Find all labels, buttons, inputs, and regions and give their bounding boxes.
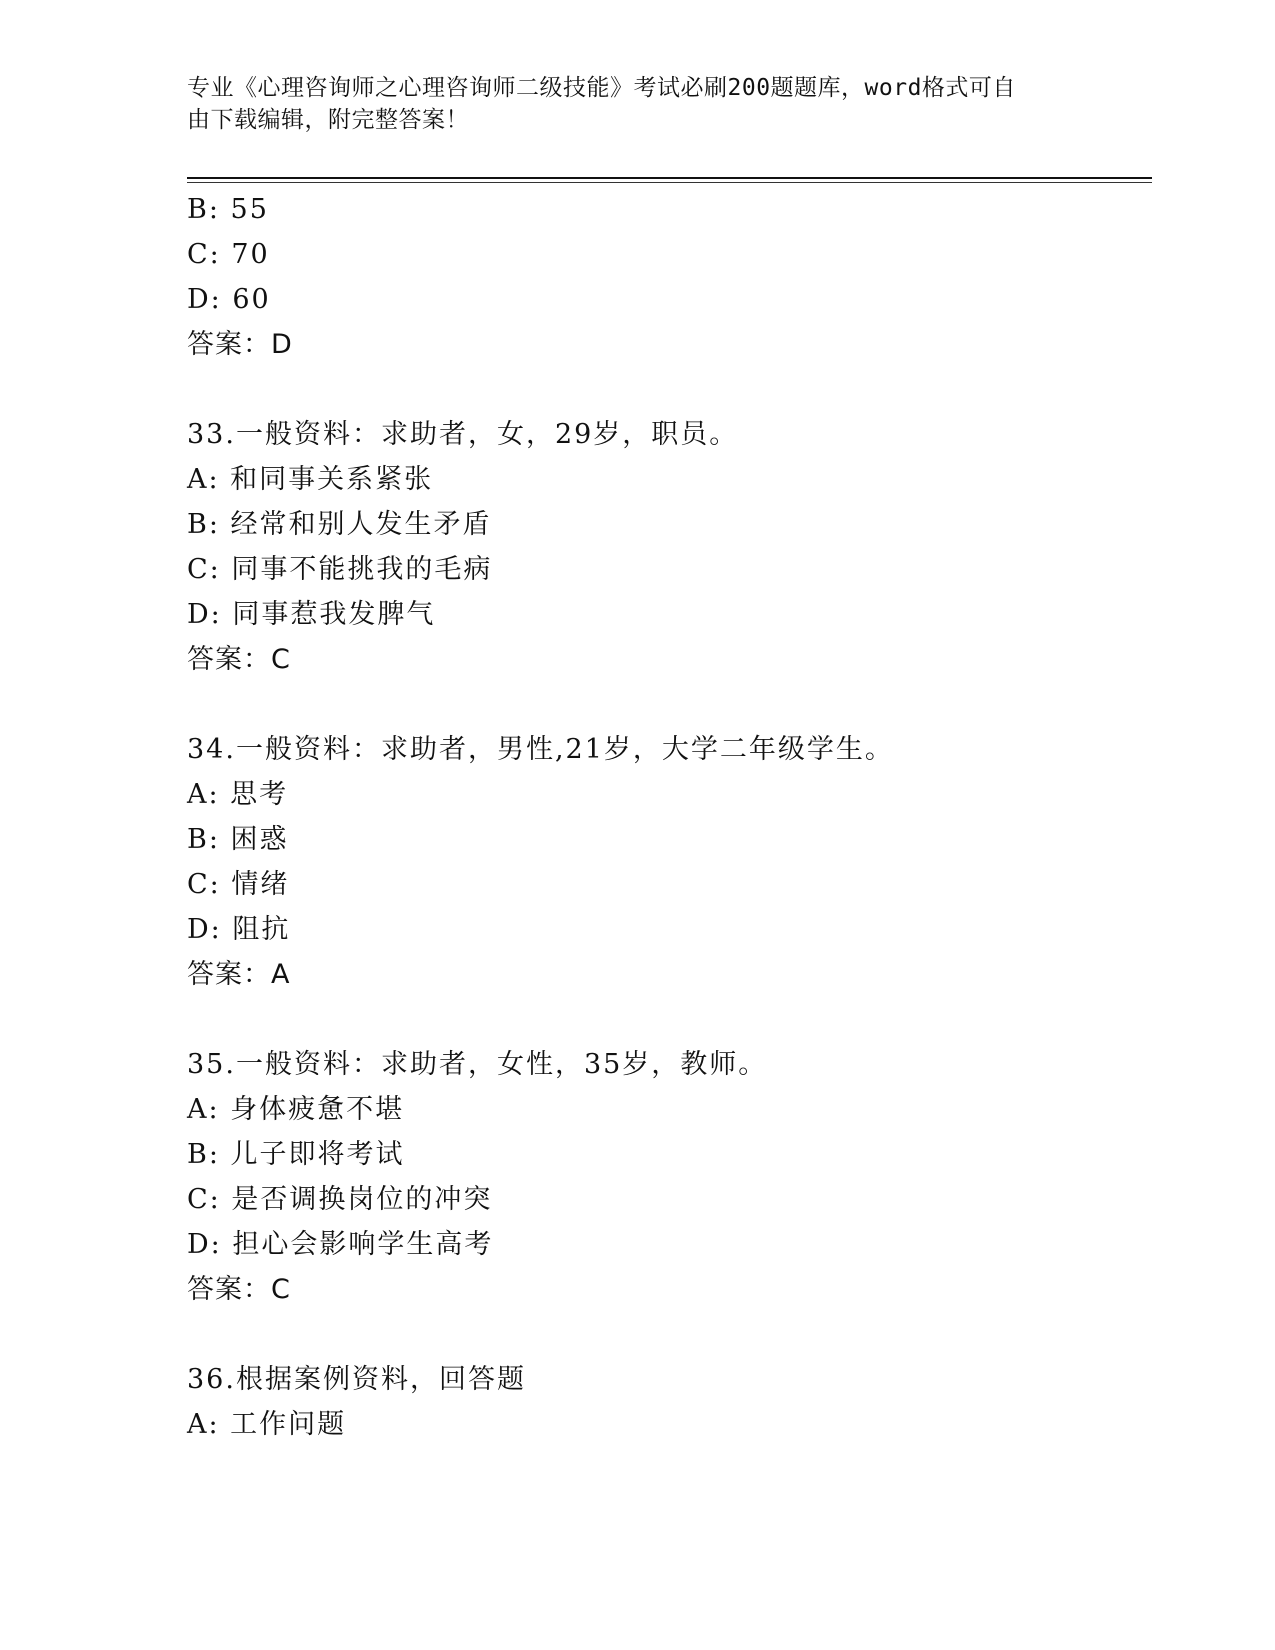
q36-question: 36.根据案例资料，回答题 [187, 1364, 526, 1395]
prev-option-b: B: 55 [187, 194, 269, 225]
q35-option-c: C: 是否调换岗位的冲突 [187, 1184, 493, 1215]
q34-option-b: B: 困惑 [187, 824, 289, 855]
q33-option-b: B: 经常和别人发生矛盾 [187, 509, 492, 540]
q35-option-d: D: 担心会影响学生高考 [187, 1229, 494, 1260]
q33-answer: 答案：C [187, 644, 291, 675]
header-divider-thick [187, 177, 1152, 179]
page-header [187, 72, 1067, 136]
header-line-2: 由下载编辑，附完整答案！ [187, 107, 469, 133]
prev-answer: 答案：D [187, 329, 293, 360]
header-line-1: 专业《心理咨询师之心理咨询师二级技能》考试必刷200题题库，word格式可自 [187, 75, 1016, 101]
q34-answer: 答案：A [187, 959, 291, 990]
q33-option-d: D: 同事惹我发脾气 [187, 599, 436, 630]
header-divider-thin [187, 182, 1152, 183]
q35-option-a: A: 身体疲惫不堪 [187, 1094, 405, 1125]
q34-option-d: D: 阻抗 [187, 914, 291, 945]
prev-option-c: C: 70 [187, 239, 270, 270]
q34-option-a: A: 思考 [187, 779, 289, 810]
q34-option-c: C: 情绪 [187, 869, 290, 900]
q33-question: 33.一般资料：求助者，女，29岁，职员。 [187, 419, 739, 450]
q34-question: 34.一般资料：求助者，男性,21岁，大学二年级学生。 [187, 734, 894, 765]
q33-option-a: A: 和同事关系紧张 [187, 464, 434, 495]
prev-option-d: D: 60 [187, 284, 271, 315]
q36-option-a: A: 工作问题 [187, 1409, 347, 1440]
q35-option-b: B: 儿子即将考试 [187, 1139, 405, 1170]
q33-option-c: C: 同事不能挑我的毛病 [187, 554, 493, 585]
q35-question: 35.一般资料：求助者，女性，35岁，教师。 [187, 1049, 768, 1080]
q35-answer: 答案：C [187, 1274, 291, 1305]
